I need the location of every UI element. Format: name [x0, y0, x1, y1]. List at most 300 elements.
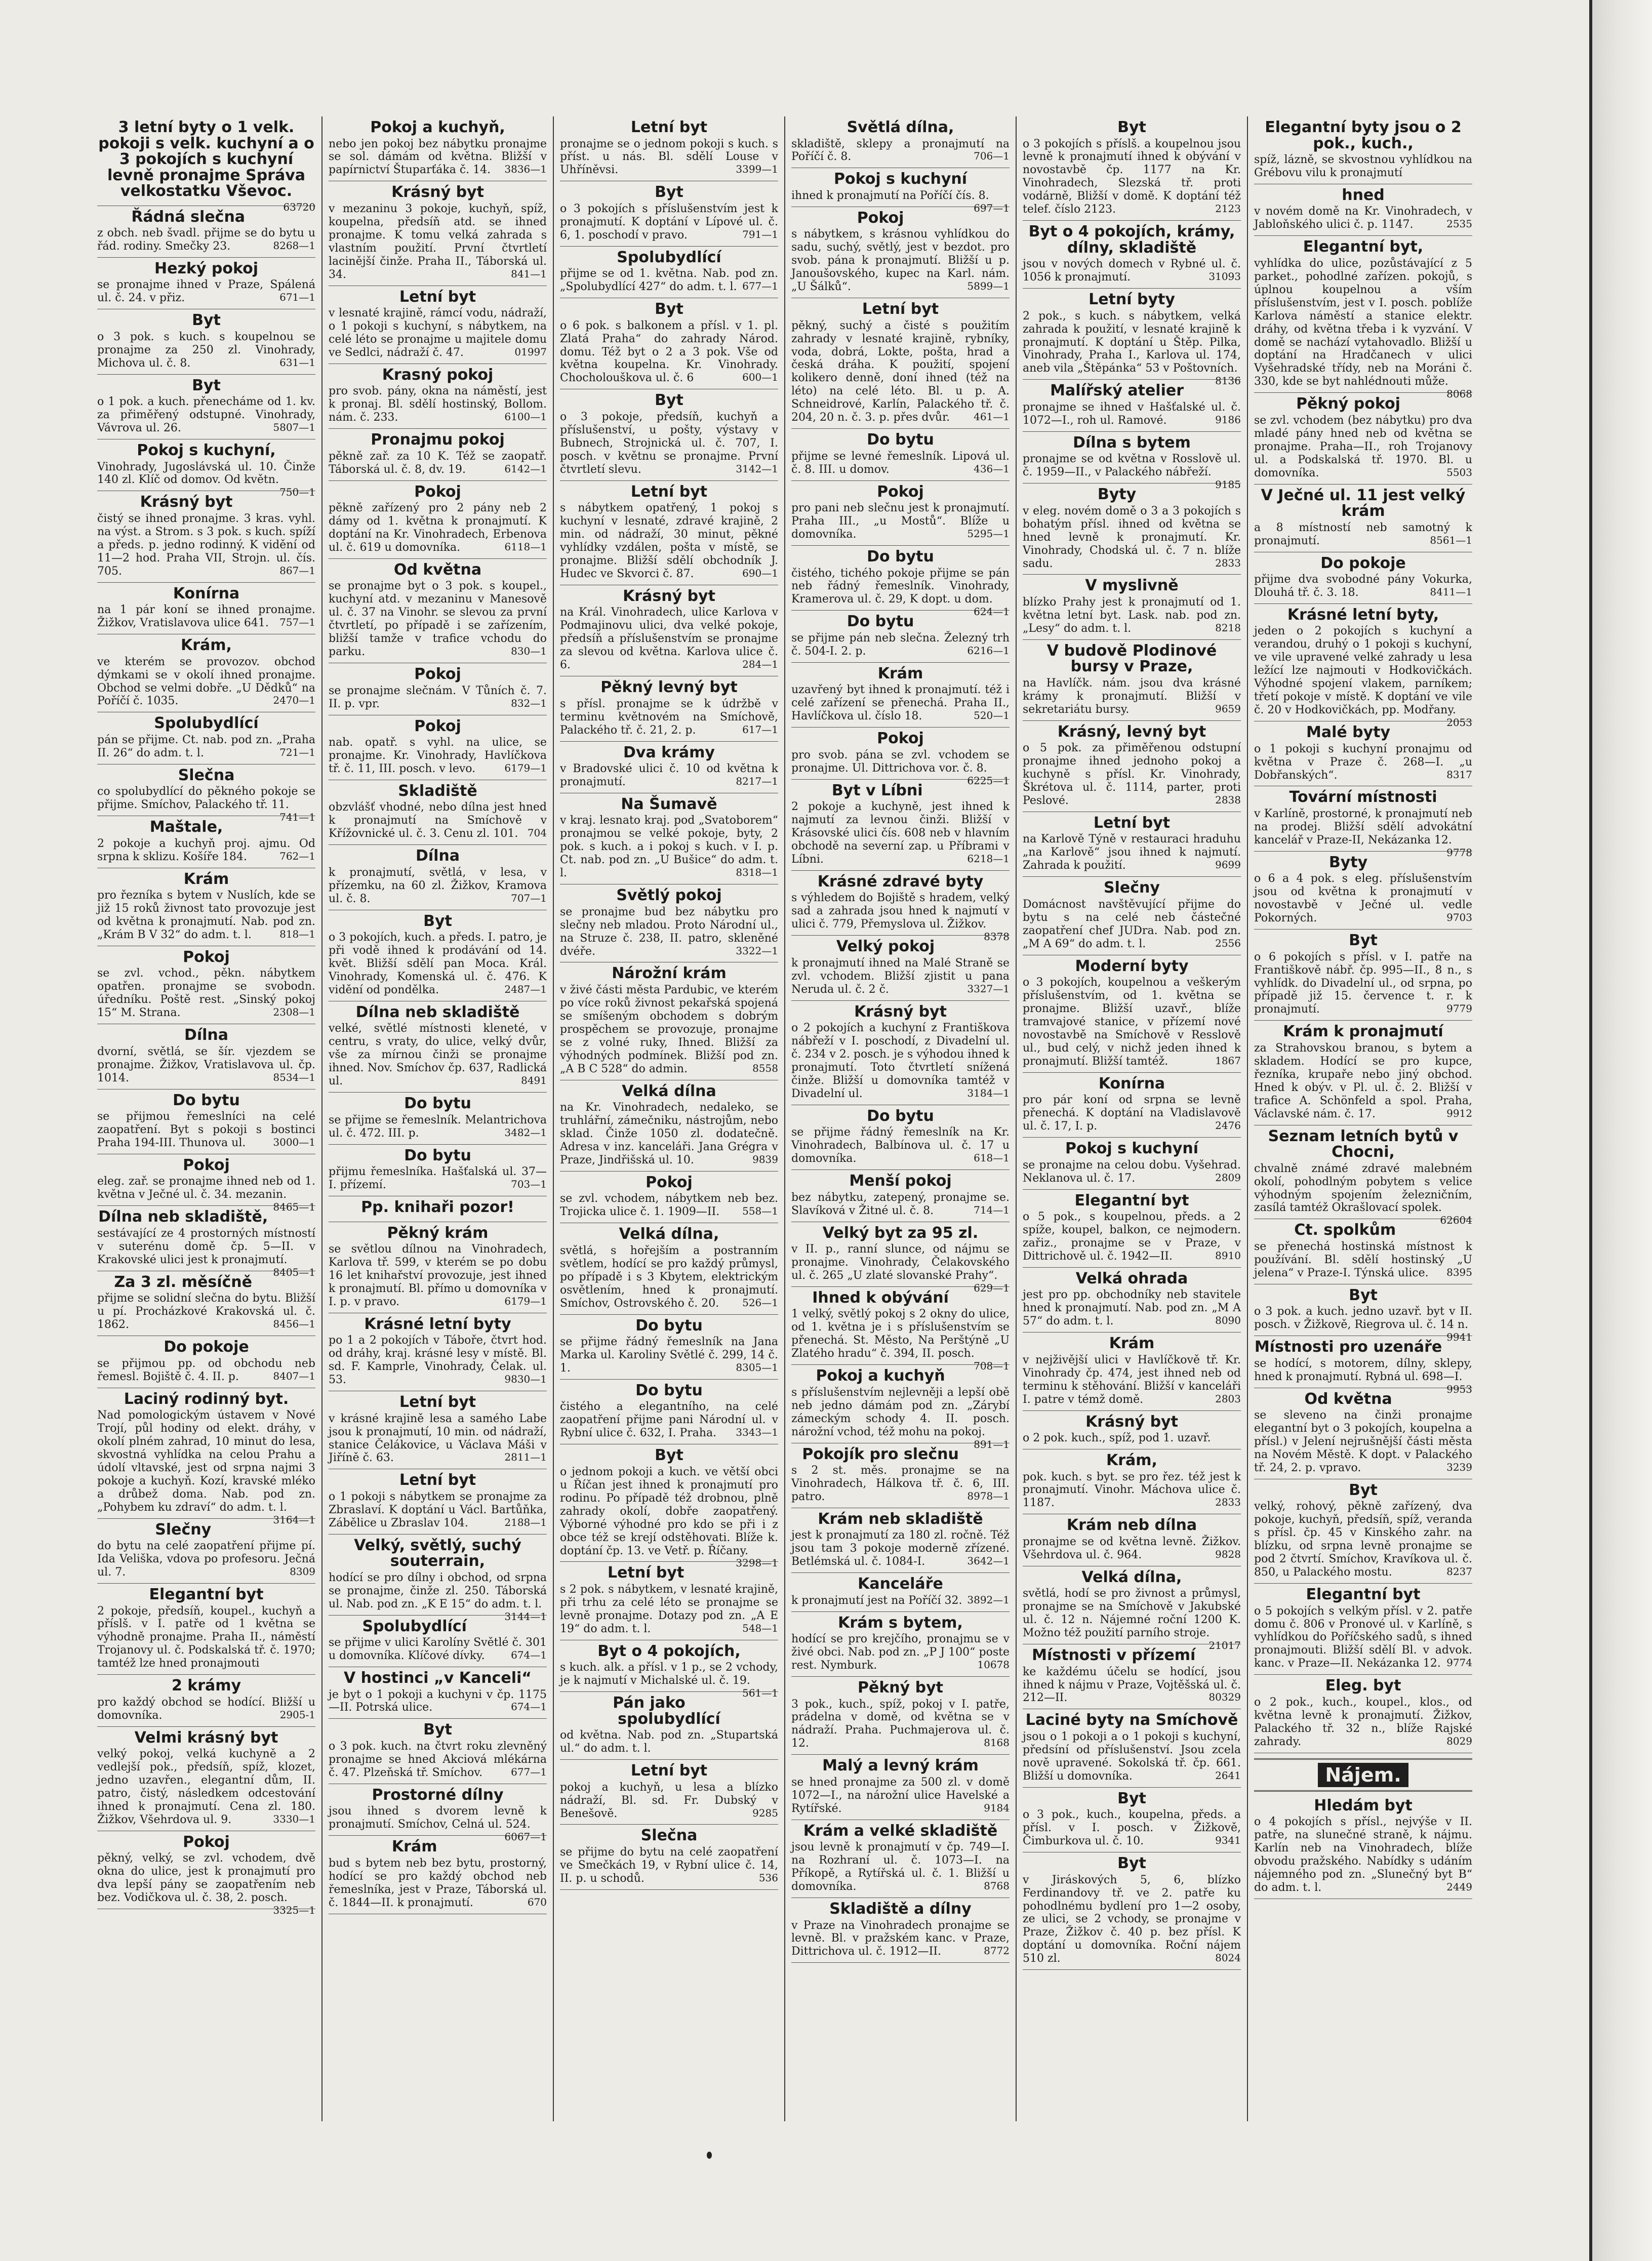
ad-number: 5295—1: [967, 528, 1010, 540]
ad-number: 671—1: [279, 291, 315, 304]
ad-number: 600—1: [742, 371, 778, 384]
ad-headline: Hledám byt: [1314, 1796, 1413, 1814]
classified-ad: [1023, 575, 1241, 639]
ad-text: o 3 pokojích s příslušenstvím jest k pronajmutí. K doptání v Lípové ul. č. 6, 1. poschodí v pravo.: [560, 202, 778, 241]
ad-headline: hned: [1342, 186, 1385, 204]
ad-headline: Letní byt: [1093, 814, 1171, 832]
ad-text: v eleg. novém domě o 3 a 3 pokojích s bohatým přísl. ihned od května se hned levně k pronajmutí. Kr. Vinohrady, Chodská ul. č. 7 n. blíže sadu.: [1023, 504, 1241, 570]
ad-headline: Od května: [393, 560, 482, 579]
ad-text: uzavřený byt ihned k pronajmutí. též i celé zařízení se přenechá. Praha II., Havlíčkova ul. číslo 18.: [791, 683, 1010, 723]
ad-number: 561—1: [742, 1687, 778, 1700]
ad-body: [560, 138, 778, 177]
classified-ad: [1254, 1479, 1472, 1584]
classified-ad: [791, 1755, 1010, 1820]
ad-headline: Byt: [1117, 1789, 1146, 1807]
ad-text: jest pro pp. obchodníky neb stavitele hned k pronajmutí. Nab. pod zn. „M A 57“ do adm. t. l.: [1023, 1288, 1241, 1328]
ad-body: [1023, 833, 1241, 872]
classified-ad: [560, 1825, 778, 1889]
ad-headline: Ihned k obývání: [812, 1288, 949, 1307]
ad-number: 677—1: [511, 1765, 547, 1778]
ad-number: 8317: [1446, 768, 1472, 781]
ad-headline: Místnosti pro uzenáře: [1254, 1338, 1442, 1356]
ad-headline: Letní byt: [630, 482, 708, 501]
ad-headline: Pokoj a kuchyň: [816, 1367, 945, 1385]
ad-body: [791, 1464, 1010, 1504]
ad-headline: Byt o 4 pokojích, krámy, dílny, skladiště: [1028, 223, 1235, 257]
ad-body: [1254, 1500, 1472, 1579]
ad-headline: Letní byty: [1089, 291, 1175, 309]
ad-headline: Kanceláře: [858, 1575, 943, 1593]
ad-text: s příslušenstvím nejlevněji a lepší obě neb jedno dámám pod zn. „Zárybí zámeckým schody 4. II. posch. nárožní vchod, též mohu na pokoj.: [791, 1386, 1010, 1438]
ad-text: čistý se ihned pronajme. 3 kras. vyhl. na výst. a Strom. s 3 pok. s kuch. spíží a předs. p. jedno rodinný. K vidění od 11—2 hod. Praha VII, Strojn. ul. čís. 705.: [97, 512, 315, 578]
classified-columns: [91, 116, 1478, 2121]
ad-text: o jednom pokoji a kuch. ve větší obci u Říčan jest ihned k pronajmutí pro rodinu. Po případě též drobnou, plně zahrady okolí, dobře zaopatřený. Výborné výhodné pro kdo se při i z obce též se krejí odstěhovati. Blíže k. doptání čp. 13. ve Vetř. p. Říčany.: [560, 1465, 778, 1557]
classified-ad: [791, 1170, 1010, 1222]
classified-ad: [791, 429, 1010, 480]
ad-text: o 5 pok. za přiměřenou odstupní pronajme ihned jednoho pokoj a kuchyně s přísl. Kr. Vinohrady, Škrétova ul. č. 1114, parter, proti Peslové.: [1023, 742, 1241, 807]
ad-number: 461—1: [974, 411, 1010, 423]
ad-body: [1254, 205, 1472, 231]
classified-ad: [791, 1001, 1010, 1105]
ad-text: pěkně zařízený pro 2 pány neb 2 dámy od 1. května k pronajmutí. K doptání na Kr. Vinohradech, Erbenova ul. č. 619 u domovníka.: [329, 502, 547, 554]
ad-body: [97, 1292, 315, 1331]
ad-number: 2838: [1215, 794, 1241, 806]
classified-ad: [97, 764, 315, 824]
ad-body: [97, 1045, 315, 1085]
ad-headline: Do pokoje: [164, 1338, 249, 1356]
ad-headline: Letní byt: [399, 288, 476, 306]
ad-text: s 2 st. měs. pronajme se na Vinohradech, Hálkova tř. č. 6, III. patro.: [791, 1464, 1010, 1503]
classified-ad: [791, 168, 1010, 214]
ad-body: [329, 1571, 547, 1623]
ad-body: [560, 1101, 778, 1167]
ad-body: [560, 1729, 778, 1755]
ad-number: 520—1: [974, 709, 1010, 722]
ad-number: 21017: [1208, 1639, 1241, 1652]
ad-text: 2 pokoje, předsíň, koupel., kuchyň a příslš. v I. patře od 1 května se výhodně pronajme. Praha II., náměstí Trojanovy ul. č. Podskalská tř. č. 1970; tamtéž lze hned pronajmouti: [97, 1604, 315, 1670]
ad-headline: Moderní byty: [1075, 957, 1189, 975]
classified-ad: [560, 1444, 778, 1569]
ad-headline: Ct. spolkům: [1294, 1221, 1396, 1239]
ad-text: nebo jen pokoj bez nábytku pronajme se sol. dámám od května. Bližší v papírnictví Štuparťáka č. 14.: [329, 137, 547, 177]
ad-body: [1254, 414, 1472, 480]
ad-headline: Pokoj: [183, 948, 230, 966]
ad-text: se hodící, s motorem, dílny, sklepy, hned k pronajmutí. Rybná ul. 698—I.: [1254, 1357, 1472, 1383]
ad-body: [791, 800, 1010, 866]
ad-text: o 4 pokojích s přísl., nejvýše v II. patře, na slunečné straně, k nájmu. Karlín neb na Vinohradech, blíže obvodu pražského. Nabídky s udáním nájemného pod zn. „Slunečný byt B“ do adm. t. l.: [1254, 1815, 1472, 1894]
ad-headline: Slečny: [155, 1520, 212, 1539]
ad-headline: Pokoj: [414, 665, 461, 683]
ad-body: [791, 1022, 1010, 1101]
classified-ad: [97, 816, 315, 868]
ad-body: [1023, 1730, 1241, 1783]
ad-headline: Velká dílna: [622, 1082, 716, 1100]
ad-body: [1254, 1162, 1472, 1227]
ad-headline: Elegantní byt,: [1303, 238, 1424, 256]
ad-headline: Pokoj s kuchyní,: [137, 441, 276, 460]
ad-number: 8136: [1215, 375, 1241, 387]
ad-number: 2449: [1446, 1880, 1472, 1893]
classified-ad: [1023, 812, 1241, 877]
ad-body: [329, 1636, 547, 1663]
ad-number: 9839: [752, 1153, 778, 1165]
ad-body: [1254, 1815, 1472, 1894]
classified-ad: [791, 1573, 1010, 1611]
ad-text: eleg. zař. se pronajme ihned neb od 1. května v Ječné ul. č. 34. mezanin.: [97, 1175, 315, 1201]
ad-headline: V budově Plodinové bursy v Praze,: [1046, 641, 1217, 676]
classified-ad: [329, 663, 547, 715]
ad-body: [329, 1165, 547, 1192]
ad-body: [791, 632, 1010, 658]
ad-body: [1254, 153, 1472, 180]
ad-text: pěkně zař. za 10 K. Též se zaopatř. Táborská ul. č. 8, dv. 19.: [329, 450, 547, 476]
ad-text: pán se přijme. Ct. nab. pod zn. „Praha II. 26“ do adm. t. l.: [97, 733, 315, 759]
ad-text: o 1 pok. a kuch. přenecháme od 1. kv. za přiměřený odstupné. Vinohrady, Vávrova ul. 26.: [97, 395, 315, 435]
ad-headline: Spolubydlící: [362, 1617, 467, 1635]
classified-ad: [1023, 1644, 1241, 1709]
ad-number: 6179—1: [504, 762, 547, 774]
classified-ad: [1023, 221, 1241, 289]
classified-ad: [329, 1836, 547, 1914]
ad-headline: Byt: [655, 300, 683, 318]
ad-number: 2556: [1215, 937, 1241, 949]
classified-ad: [791, 116, 1010, 168]
ad-text: o 3 pokoje, předsíň, kuchyň a příslušenství, u pošty, výstavy v Bubnech, Strojnická ul. č. 707, I. posch. v květnu se pronajme. První čtvrtletí slevu.: [560, 410, 778, 476]
ad-body: [97, 227, 315, 253]
ad-text: pro svob. pány, okna na náměstí, jest k pronaj. Bl. sdělí hostinský, Bollom. nám. č. 233.: [329, 385, 547, 424]
ad-number: 01997: [514, 345, 547, 358]
ad-number: 8029: [1446, 1734, 1472, 1747]
ad-headline: Byty: [1328, 853, 1368, 871]
ad-body: [791, 1698, 1010, 1751]
section-heading-label: Nájem.: [1318, 1763, 1408, 1787]
classified-ad: [97, 439, 315, 499]
ad-text: ihned k pronajmutí na Poříčí čís. 8.: [791, 189, 989, 202]
ad-text: v živé části města Pardubic, ve kterém po více roků živnost pekařská spojená se smíšeným obchodem s dobrým prospěchem se provozuje, pronajme se z volné ruky, Ihned. Bližší za výhodných podmínek. Bližší pod zn. „A B C 528“ do admin.: [560, 983, 778, 1075]
ad-text: 3 pok., kuch., spíž, pokoj v I. patře, prádelna v domě, od května se v nádraží. Praha. Puchmajerova ul. č. 12.: [791, 1698, 1010, 1750]
ad-headline: Krásný byt: [391, 183, 484, 201]
ad-text: se zvl. vchodem, nábytkem neb bez. Trojicka ulice č. 1. 1909—II.: [560, 1192, 778, 1219]
ad-text: dvorní, světlá, se šír. vjezdem se pronajme. Žižkov, Vratislavova ul. čp. 1014.: [97, 1045, 315, 1084]
ad-headline: Krásné letní byty,: [1287, 605, 1439, 624]
classified-ad: [560, 1640, 778, 1700]
ad-text: o 6 a 4 pok. s eleg. příslušenstvím jsou od května k pronajmutí v novostavbě v Ječné ul. vedle Pokorných.: [1254, 872, 1472, 925]
ad-body: [97, 331, 315, 370]
ad-number: 3322—1: [736, 944, 778, 957]
ad-body: [97, 967, 315, 1020]
ad-number: 631—1: [279, 356, 315, 369]
ad-body: [97, 1357, 315, 1384]
ad-text: v Jiráskových 5, 6, blízko Ferdinandovy tř. ve 2. patře ku pohodlnému bydlení pro 1—2 osoby, ze ulici, se 2 vchody, se pronajme v Praze, Žižkov č. 40 p. bez přísl. K doptání u domovníka. Roční nájem 510 zl.: [1023, 1873, 1241, 1965]
ad-body: [791, 450, 1010, 476]
classified-ad: [329, 1001, 547, 1093]
ad-number: 8268—1: [273, 239, 315, 252]
ad-text: a 8 místností neb samotný k pronajmutí.: [1254, 521, 1472, 547]
ad-number: 8378: [984, 931, 1010, 943]
ad-body: [329, 1688, 547, 1715]
ad-text: v II. p., ranní slunce, od nájmu se pronajme. Vinohrady, Čelakovského ul. č. 265 „U zlaté slovanské Prahy“.: [791, 1243, 1010, 1282]
ad-number: 670: [527, 1895, 547, 1908]
ad-body: [791, 1386, 1010, 1450]
ad-text: se přijme řádný řemeslník na Kr. Vinohradech, Balbínova ul. č. 17 u domovníka.: [791, 1126, 1010, 1165]
ad-body: [97, 512, 315, 578]
classified-ad: [1254, 1795, 1472, 1899]
ad-text: velký, rohový, pěkně zařízený, dva pokoje, kuchyň, předsíň, spíž, veranda s přísl. čp. 45 v Kinského zahr. na blízku, od srpna levně pronajme se pod 2 čtvrtí. Smíchov, Kravíkova ul. č. 850, u Palackého mostu.: [1254, 1500, 1472, 1579]
classified-ad: [560, 1223, 778, 1314]
ad-number: 9185: [1215, 478, 1241, 491]
ad-headline: Na Šumavě: [621, 795, 717, 813]
ad-text: z obch. neb švadl. přijme se do bytu u řád. rodiny. Smečky 23.: [97, 227, 315, 253]
ad-text: pro každý obchod se hodící. Bližší u domovníka.: [97, 1695, 315, 1722]
ad-headline: Slečna: [640, 1827, 698, 1845]
ad-headline: Dílna: [184, 1026, 229, 1044]
ad-number: 6142—1: [504, 462, 547, 475]
ad-number: 8090: [1215, 1314, 1241, 1327]
ad-body: [560, 319, 778, 385]
ad-body: [1023, 309, 1241, 387]
ad-body: [791, 319, 1010, 425]
ad-headline: Pp. knihaři pozor!: [361, 1198, 514, 1217]
classified-ad: [1254, 1219, 1472, 1284]
classified-ad: [1254, 604, 1472, 729]
ad-number: 9699: [1215, 859, 1241, 871]
ad-body: [1254, 951, 1472, 1017]
ad-headline: Malé byty: [1306, 723, 1391, 742]
ad-text: pěkný, suchý a čisté s použitím zahrady v lesnaté krajině, rybníky, voda, dobrá, Lokte, pošta, hrad a česká dráha. K použití, spojení kolikero denně, doní ihned (též na léto) na celé léto. Bl. u p. A. Schneidrové, Karlín, Palackého tř. č. 204, 20 n. č. 3. p. přes dvůr.: [791, 319, 1010, 424]
ad-number: 6118—1: [504, 541, 547, 553]
ad-text: se pronajme byt o 3 pok. s koupel., kuchyní atd. v mezaninu v Manesově ul. č. 37 na Vinohr. se slevou za první čtvrtletí, po případě i se zařízením, bližší tamže v trafice vchodu do parku.: [329, 580, 547, 659]
ad-text: o 3 pokojích, kuch. a předs. I. patro, je při vodě ihned k prodávání od 14. květ. Bližší sdělí pan Moca. Král. Vinohrady, Komenská ul. č. 476. K vidění od pondělka.: [329, 931, 547, 996]
ad-number: 9774: [1446, 1657, 1472, 1669]
ad-text: se zvl. vchod., pěkn. nábytkem opatřen. pronajme se svobodn. úředníku. Poště rest. „Sinský pokoj 15“ M. Strana.: [97, 967, 315, 1020]
ad-headline: Řádná slečna: [131, 208, 246, 226]
classified-ad: [560, 585, 778, 676]
classified-ad: [1023, 1709, 1241, 1787]
ad-headline: Maštale,: [149, 818, 223, 836]
ad-number: 8068: [1446, 388, 1472, 400]
ad-body: [97, 734, 315, 760]
ad-text: o 3 pok. s kuch. s koupelnou se pronajme za 250 zl. Vinohrady, Michova ul. č. 8.: [97, 330, 315, 370]
classified-ad: [1023, 1190, 1241, 1268]
ad-text: za Strahovskou branou, s bytem a skladem. Hodící se pro kupce, řezníka, krupaře nebo jiný obchod. Hned k obýv. v Pl. ul. č. 2. Bližší v trafice A. Schönfeld a spol. Praha, Václavské nám. č. 17.: [1254, 1041, 1472, 1120]
section-heading: [1254, 1758, 1472, 1792]
ad-text: nab. opatř. s vyhl. na ulice, se pronajme. Kr. Vinohrady, Havlíčkova tř. č. 11, III. posch. v levo.: [329, 736, 547, 775]
ad-text: o 1 pokoji s kuchyní pronajmu od května v Praze č. 268—I. „u Dobřanských“.: [1254, 742, 1472, 782]
ad-headline: Do bytu: [867, 1107, 934, 1125]
ad-text: se hned pronajme za 500 zl. v domě 1072—I., na nárožní ulice Havelské a Rytířské.: [791, 1775, 1010, 1815]
ad-number: 8456—1: [273, 1318, 315, 1330]
ad-number: 617—1: [742, 723, 778, 736]
classified-ad: [97, 1271, 315, 1336]
classified-ad: [791, 780, 1010, 871]
ad-body: [329, 1243, 547, 1309]
ad-number: 791—1: [742, 228, 778, 240]
classified-ad: [329, 1196, 547, 1222]
ad-number: 703—1: [511, 1178, 547, 1191]
ad-text: se přijme se řemeslník. Melantrichova ul. č. 472. III. p.: [329, 1113, 547, 1140]
ad-number: 8910: [1215, 1249, 1241, 1262]
ad-headline: Pokoj: [414, 717, 461, 735]
ad-headline: Slečna: [178, 766, 235, 784]
ad-body: [1023, 401, 1241, 427]
ad-body: [1254, 573, 1472, 599]
ad-text: s nábytkem opatřený, 1 pokoj s kuchyní v lesnaté, zdravé krajině, 2 min. od nádraží, 30 minut, pěkné vyhlídky vzdálen, pošta v místě, se pronajme. Bližší sdělí obchodník J. Hudec ve Skvorci č. 87.: [560, 502, 778, 580]
ad-body: [1023, 976, 1241, 1068]
classified-ad: [1023, 1138, 1241, 1189]
classified-ad: [97, 309, 315, 374]
ad-body: [791, 189, 1010, 214]
classified-ad: [97, 1519, 315, 1584]
classified-ad: [1254, 1021, 1472, 1125]
ad-text: pro svob. pána se zvl. vchodem se pronajme. Ul. Dittrichova vor. č. 8.: [791, 748, 1010, 775]
classified-ad: [97, 1154, 315, 1214]
classified-ad: [329, 1719, 547, 1784]
ad-headline: Pokoj: [877, 482, 924, 501]
ad-body: [1023, 677, 1241, 716]
classified-ad: [1023, 1514, 1241, 1566]
classified-ad: [97, 712, 315, 764]
ad-body: [1023, 1432, 1241, 1445]
ad-headline: Elegantní byty jsou o 2 pok., kuch.,: [1265, 118, 1462, 152]
ad-headline: Krám a velké skladiště: [803, 1822, 998, 1840]
ad-text: jsou v nových domech v Rybné ul. č. 1056 k pronajmutí.: [1023, 258, 1241, 284]
ad-headline: Krám: [877, 664, 923, 682]
classified-ad: [97, 1831, 315, 1917]
classified-ad: [1254, 236, 1472, 400]
ad-body: [1023, 1354, 1241, 1406]
classified-ad: [329, 715, 547, 780]
classified-ad: [1254, 1675, 1472, 1753]
ad-text: čistého, tichého pokoje přijme se pán neb řádný řemeslník. Vinohrady, Kramerova ul. č. 29, K dopt. u dom.: [791, 567, 1010, 606]
ad-body: [560, 267, 778, 294]
ad-headline: Pěkný levný byt: [600, 678, 738, 697]
ad-number: 9778: [1446, 846, 1472, 859]
classified-ad: [97, 375, 315, 439]
ad-body: [97, 1227, 315, 1278]
ad-headline: Pokoj s kuchyní: [833, 170, 968, 188]
column-2: [323, 116, 554, 2121]
ad-headline: Pokoj: [183, 1833, 230, 1851]
ad-headline: Pokoj a kuchyň,: [370, 118, 505, 136]
ad-body: [791, 228, 1010, 294]
ad-number: 6100—1: [504, 411, 547, 423]
ad-headline: Dva krámy: [623, 743, 715, 761]
ad-headline: Pokoj s kuchyní: [1065, 1140, 1199, 1158]
ad-number: 3482—1: [504, 1126, 547, 1139]
ad-body: [560, 1465, 778, 1569]
classified-ad: [97, 1584, 315, 1675]
ad-body: [791, 1919, 1010, 1959]
ad-text: se přijme do bytu na celé zaopatření ve Smečkách 19, v Rybní ulice č. 14, II. p. u schodů.: [560, 1845, 778, 1885]
ad-headline: Krásný byt: [623, 587, 715, 605]
classified-ad: [329, 1667, 547, 1719]
ad-number: 3343—1: [736, 1426, 778, 1439]
classified-ad: [791, 1443, 1010, 1508]
ad-headline: Byt: [655, 391, 683, 410]
ad-text: v novém domě na Kr. Vinohradech, v Jabloňského ulici č. p. 1147.: [1254, 205, 1472, 231]
classified-ad: [791, 1820, 1010, 1898]
ad-body: [329, 866, 547, 906]
ad-body: [791, 1633, 1010, 1672]
ad-text: přijme dva svobodné pány Vokurka, Dlouhá tř. č. 3. 18.: [1254, 573, 1472, 599]
classified-ad: [329, 364, 547, 429]
classified-ad: [791, 728, 1010, 787]
ad-text: bez nábytku, zatepený, pronajme se. Slavíková v Žitné ul. č. 8.: [791, 1191, 1010, 1217]
ad-body: [97, 656, 315, 708]
ad-number: 8534—1: [273, 1071, 315, 1083]
ad-text: v lesnaté krajině, rámcí vodu, nádraží, o 1 pokoji s kuchyní, s nábytkem, na celé léto se pronajme u majitele domu ve Sedlci, nádraží č. 47.: [329, 307, 547, 359]
classified-ad: [97, 116, 315, 213]
ad-headline: Tovární místnosti: [1289, 788, 1437, 806]
ad-number: 9285: [752, 1806, 778, 1819]
ad-number: 2476: [1215, 1119, 1241, 1132]
classified-ad: [1254, 852, 1472, 930]
ad-body: [97, 1409, 315, 1526]
ad-number: 707—1: [511, 892, 547, 904]
ad-number: 9912: [1446, 1107, 1472, 1119]
classified-ad: [97, 868, 315, 946]
ad-text: s přísl. pronajme se k údržbě v terminu květnovém na Smíchově, Palackého tř. č. 21, 2. p.: [560, 697, 778, 737]
ad-headline: Krám neb skladiště: [818, 1510, 983, 1528]
ad-text: s výhledem do Bojiště s hradem, velký sad a zahrada jsou hned k najmutí v ulici č. 779, Přemyslova ul. Žižkov.: [791, 892, 1010, 931]
classified-ad: [1023, 1788, 1241, 1852]
ad-body: [1254, 807, 1472, 859]
ad-headline: V Ječné ul. 11 jest velký krám: [1261, 486, 1466, 520]
ad-number: 9941: [1446, 1331, 1472, 1344]
ad-body: [1254, 625, 1472, 729]
classified-ad: [560, 884, 778, 962]
ad-headline: Byty: [1097, 486, 1137, 504]
ad-number: 8405—1: [273, 1266, 315, 1278]
ad-body: [1023, 1536, 1241, 1562]
ad-number: 10678: [977, 1659, 1010, 1671]
ad-headline: Do bytu: [867, 548, 934, 566]
ad-body: [560, 1192, 778, 1219]
ad-number: 3330—1: [273, 1812, 315, 1825]
ad-text: o 3 pokojích s příslš. a koupelnou jsou levně k pronajmutí ihned k obývání v novostavbě čp. 1177 na Kr. Vinohradech, Slezská tř. proti vodárně, Bližší v domě. K doptání též telef. číslo 2123.: [1023, 137, 1241, 216]
ad-headline: Byt o 4 pokojích,: [597, 1642, 741, 1660]
classified-ad: [1023, 1073, 1241, 1138]
adjacent-page-edge: [1589, 0, 1652, 2261]
ad-text: se pronajme ihned v Praze, Spálená ul. č. 24. v přiz.: [97, 278, 315, 305]
classified-ad: [1254, 184, 1472, 236]
ad-number: 9659: [1215, 702, 1241, 715]
ad-text: se přijmou pp. od obchodu neb řemesl. Bojiště č. 4. II. p.: [97, 1357, 315, 1383]
ad-headline: Pokoj: [183, 1156, 230, 1174]
ad-number: 2123: [1215, 203, 1241, 215]
classified-ad: [560, 676, 778, 741]
ad-body: [1254, 1409, 1472, 1475]
ad-body: [1023, 138, 1241, 217]
ad-body: [329, 1412, 547, 1465]
ad-number: 2811—1: [504, 1451, 547, 1464]
ad-headline: Byt v Líbni: [831, 781, 923, 799]
classified-ad: [97, 583, 315, 634]
ad-number: 8978—1: [967, 1489, 1010, 1502]
ad-headline: Letní byt: [608, 1564, 684, 1582]
classified-ad: [791, 936, 1010, 1000]
ad-number: 8024: [1215, 1952, 1241, 1964]
ad-body: [1023, 505, 1241, 571]
ad-headline: Do bytu: [404, 1095, 471, 1113]
ad-text: sestávající ze 4 prostorných místností v suterénu domě čp. 5—II. v Krakovské ulici jest k pronajmutí.: [97, 1227, 315, 1266]
classified-ad: [1254, 1284, 1472, 1344]
ad-number: 536: [758, 1871, 778, 1884]
ad-headline: 2 krámy: [171, 1677, 241, 1695]
ad-text: světlá, s hořejším a postranním světlem, hodící se pro každý průmysl, po případě i s 3 Kbytem, elektrickým osvětlením, hned k pronajmutí. Smíchov, Ostrovského č. 20.: [560, 1244, 778, 1310]
ad-text: pronajme se ihned v Hašťalské ul. č. 1072—I., roh ul. Ramové.: [1023, 400, 1241, 427]
ad-number: 62604: [1440, 1214, 1472, 1227]
